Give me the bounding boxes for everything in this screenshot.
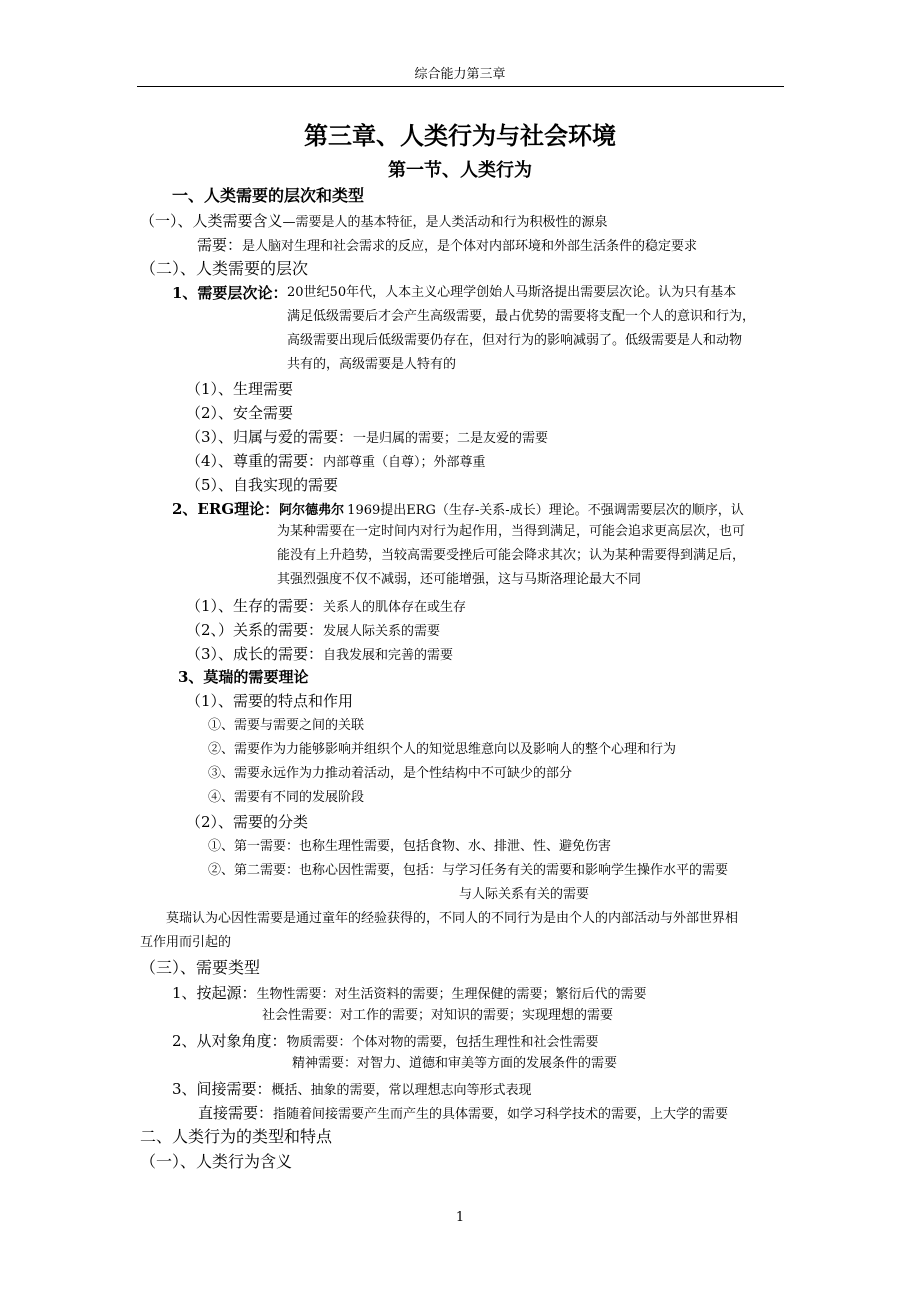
maslow-item <box>186 405 293 421</box>
murray-sub1-item: ③、需要永远作为力推动着活动，是个性结构中不可缺少的部分 <box>208 766 573 781</box>
murray-sub2: （2）、需要的分类 <box>186 813 309 831</box>
erg-item <box>186 622 440 638</box>
item-label: （3）、成长的需要： <box>186 645 324 663</box>
type-object-cont: 精神需要：对智力、道德和审美等方面的发展条件的需要 <box>292 1056 618 1071</box>
erg-item <box>186 598 466 614</box>
need-text: 是人脑对生理和社会需求的反应，是个体对内部环境和外部生活条件的稳定要求 <box>242 239 698 254</box>
type-indirect <box>172 1081 532 1097</box>
item-text: 内部尊重（自尊）；外部尊重 <box>323 455 486 470</box>
paragraph-line: 满足低级需要后才会产生高级需要，最占优势的需要将支配一个人的意识和行为， <box>287 309 756 324</box>
item-text: 一是归属的需要；二是友爱的需要 <box>353 431 549 446</box>
type-text: 生物性需要：对生活资料的需要；生理保健的需要；繁衍后代的需要 <box>256 987 647 1002</box>
page-number: 1 <box>455 1210 465 1225</box>
erg-author: 阿尔德弗尔 <box>279 503 345 518</box>
subsection-text: —需要是人的基本特征，是人类活动和行为积极性的源泉 <box>282 215 608 230</box>
item-text: 自我发展和完善的需要 <box>323 648 454 663</box>
paragraph-line: 20世纪50年代，人本主义心理学创始人马斯洛提出需要层次论。认为只有基本 <box>287 285 737 300</box>
erg-first-line: 1969提出ERG（生存-关系-成长）理论。不强调需要层次的顺序，认 <box>347 503 744 518</box>
subsection-need-levels: （二）、人类需要的层次 <box>140 259 309 278</box>
maslow-item <box>186 477 338 493</box>
subsection-need-types: （三）、需要类型 <box>140 958 261 977</box>
erg-label-row <box>172 501 744 517</box>
type-label: 1、按起源： <box>172 984 257 1002</box>
item-label: （2、）关系的需要： <box>186 621 324 639</box>
maslow-item <box>186 429 548 445</box>
murray-sub1: （1）、需要的特点和作用 <box>186 692 354 710</box>
maslow-item <box>186 381 293 397</box>
type-text: 概括、抽象的需要，常以理想志向等形式表现 <box>271 1083 532 1098</box>
subsection-label: （一）、人类需要含义 <box>140 212 283 230</box>
type-origin-cont: 社会性需要：对工作的需要；对知识的需要；实现理想的需要 <box>262 1008 614 1023</box>
item-text: 关系人的肌体存在或生存 <box>323 600 467 615</box>
item-text: 发展人际关系的需要 <box>323 624 441 639</box>
type-text: 物质需要：个体对物的需要，包括生理性和社会性需要 <box>286 1035 599 1050</box>
maslow-paragraph <box>287 281 755 377</box>
item-label: （2）、安全需要 <box>186 404 294 422</box>
type-direct <box>198 1105 728 1121</box>
item-label: （3）、归属与爱的需要： <box>186 428 354 446</box>
murray-note-line: 莫瑞认为心因性需要是通过童年的经验获得的，不同人的不同行为是由个人的内部活动与外部世界相 <box>166 911 739 926</box>
murray-sub1-item: ②、需要作为力能够影响并组织个人的知觉思维意向以及影响人的整个心理和行为 <box>208 742 677 757</box>
type-text: 指随着间接需要产生而产生的具体需要，如学习科学技术的需要，上大学的需要 <box>273 1107 729 1122</box>
need-definition <box>197 237 697 253</box>
murray-label: 3、莫瑞的需要理论 <box>178 668 309 686</box>
murray-sub1-item: ①、需要与需要之间的关联 <box>208 718 365 733</box>
type-label: 3、间接需要： <box>172 1080 272 1098</box>
paragraph-line: 高级需要出现后低级需要仍存在，但对行为的影响减弱了。低级需要是人和动物 <box>287 333 743 348</box>
type-label: 直接需要： <box>198 1104 274 1122</box>
header-rule <box>137 86 784 87</box>
subsection-need-meaning <box>140 213 608 229</box>
item-label: （1）、生理需要 <box>186 380 294 398</box>
subsection-behavior-meaning: （一）、人类行为含义 <box>140 1152 293 1171</box>
heading-behavior-types: 二、人类行为的类型和特点 <box>140 1127 333 1146</box>
maslow-item <box>186 453 486 469</box>
murray-note-line: 互作用而引起的 <box>140 935 232 950</box>
need-label: 需要： <box>197 236 243 254</box>
erg-label: 2、ERG理论： <box>172 500 280 518</box>
murray-sub2-item: ①、第一需要：也称生理性需要，包括食物、水、排泄、性、避免伤害 <box>208 839 612 854</box>
chapter-title: 第三章、人类行为与社会环境 <box>304 121 616 150</box>
murray-sub1-item: ④、需要有不同的发展阶段 <box>208 790 365 805</box>
item-label: （1）、生存的需要： <box>186 597 324 615</box>
paragraph-line: 其强烈强度不仅不减弱，还可能增强，这与马斯洛理论最大不同 <box>277 572 642 587</box>
maslow-label: 1、需要层次论： <box>172 284 288 302</box>
type-origin <box>172 985 647 1001</box>
section-title: 第一节、人类行为 <box>388 160 532 181</box>
item-label: （5）、自我实现的需要 <box>186 476 339 494</box>
running-header: 综合能力第三章 <box>414 67 506 82</box>
type-object <box>172 1033 599 1049</box>
erg-paragraph <box>277 520 745 592</box>
type-label: 2、从对象角度： <box>172 1032 287 1050</box>
item-label: （4）、尊重的需要： <box>186 452 324 470</box>
heading-needs-levels-types: 一、人类需要的层次和类型 <box>172 186 365 205</box>
murray-sub2-item-cont: 与人际关系有关的需要 <box>459 887 590 902</box>
erg-item <box>186 646 453 662</box>
paragraph-line: 能没有上升趋势，当较高需要受挫后可能会降求其次；认为某种需要得到满足后， <box>277 548 746 563</box>
paragraph-line: 共有的，高级需要是人特有的 <box>287 357 457 372</box>
murray-sub2-item: ②、第二需要：也称心因性需要，包括：与学习任务有关的需要和影响学生操作水平的需要 <box>208 863 729 878</box>
paragraph-line: 为某种需要在一定时间内对行为起作用，当得到满足，可能会追求更高层次，也可 <box>277 524 746 539</box>
